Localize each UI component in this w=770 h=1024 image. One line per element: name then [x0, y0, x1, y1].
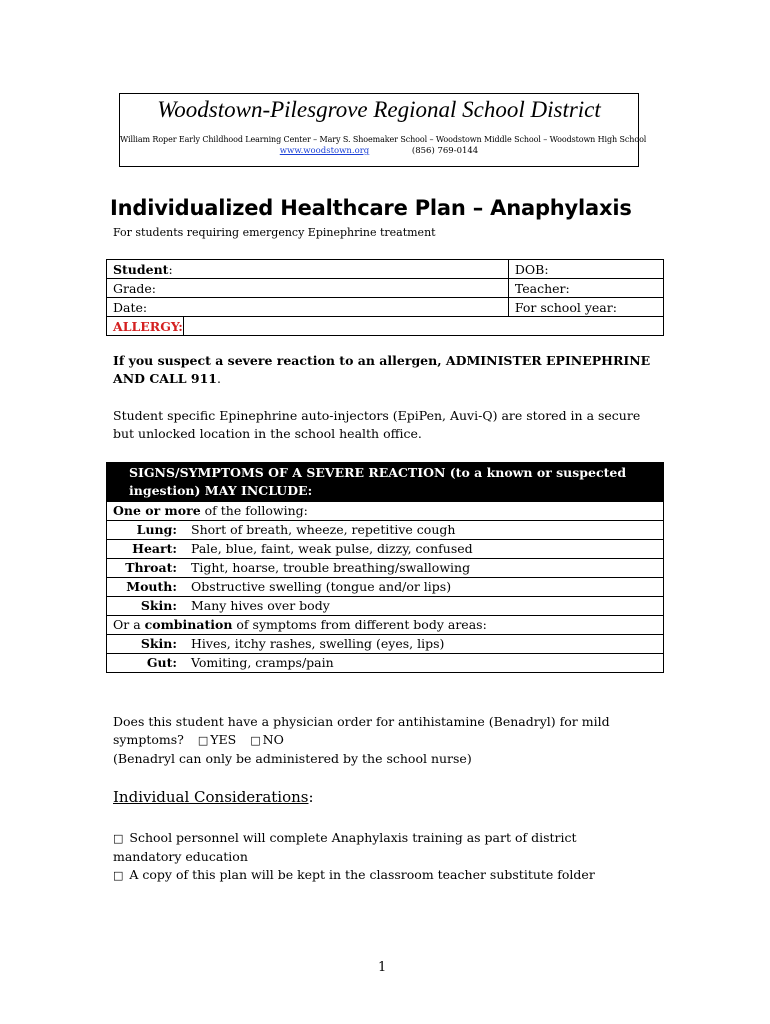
epinephrine-warning: [113, 352, 653, 388]
training-checkbox[interactable]: □: [113, 832, 124, 845]
question-line-2: [113, 731, 653, 750]
website-link[interactable]: www.woodstown.org: [279, 146, 370, 156]
symptom-area: Gut:: [107, 654, 182, 673]
table-row: [107, 578, 664, 597]
no-checkbox[interactable]: □: [250, 734, 261, 747]
student-field[interactable]: [107, 260, 509, 279]
one-or-more-bold: One or more: [113, 503, 201, 518]
antihistamine-question: [113, 713, 653, 768]
contact-line: [120, 145, 638, 157]
allergy-label: ALLERGY:: [107, 317, 184, 336]
one-or-more-row: [107, 502, 664, 521]
grade-label: Grade:: [113, 280, 157, 296]
symptoms-heading: SIGNS/SYMPTOMS OF A SEVERE REACTION (to a known or suspected ingestion) MAY INCLUDE:: [107, 463, 664, 502]
symptom-text: Tight, hoarse, trouble breathing/swallowing: [181, 559, 664, 578]
symptom-text: Many hives over body: [181, 597, 664, 616]
symptom-area: Lung:: [107, 521, 182, 540]
student-info-table: [106, 259, 664, 336]
combo-rest: of symptoms from different body areas:: [232, 617, 487, 632]
list-item: [113, 829, 633, 866]
school-year-label: For school year:: [514, 299, 617, 315]
school-list: William Roper Early Childhood Learning Center – Mary S. Shoemaker School – Woodstown Middle School – Woodstown High School: [120, 135, 647, 144]
combination-row: [107, 616, 664, 635]
combo-pre: Or a: [113, 617, 145, 632]
no-label: NO: [262, 732, 284, 747]
benadryl-note: (Benadryl can only be administered by the school nurse): [113, 751, 472, 766]
yes-checkbox[interactable]: □: [197, 734, 209, 747]
symptom-text: Hives, itchy rashes, swelling (eyes, lips): [181, 635, 664, 654]
warning-text: If you suspect a severe reaction to an allergen, ADMINISTER EPINEPHRINE AND CALL 911: [113, 353, 651, 386]
considerations-heading: [113, 787, 314, 807]
table-row: [107, 559, 664, 578]
symptoms-table: [106, 462, 664, 673]
question-symptoms: symptoms?: [113, 732, 184, 747]
dob-field[interactable]: [508, 260, 663, 279]
teacher-field[interactable]: [508, 279, 663, 298]
student-label: Student: [113, 261, 169, 277]
district-name: Woodstown-Pilesgrove Regional School District: [157, 97, 601, 122]
combo-bold: combination: [144, 617, 233, 632]
symptom-area: Skin:: [107, 635, 182, 654]
symptom-area: Throat:: [107, 559, 182, 578]
page-title: Individualized Healthcare Plan – Anaphylaxis: [110, 196, 632, 220]
considerations-list: [113, 829, 633, 885]
school-year-field[interactable]: [508, 298, 663, 317]
considerations-colon: :: [308, 788, 314, 806]
symptom-text: Short of breath, wheeze, repetitive cough: [181, 521, 664, 540]
teacher-label: Teacher:: [514, 280, 570, 296]
table-row: [107, 654, 664, 673]
student-colon: :: [168, 261, 173, 277]
page-subtitle: For students requiring emergency Epinephrine treatment: [113, 226, 436, 239]
symptom-text: Pale, blue, faint, weak pulse, dizzy, confused: [181, 540, 664, 559]
yes-label: YES: [210, 732, 237, 747]
warning-period: .: [217, 371, 221, 386]
symptom-text: Obstructive swelling (tongue and/or lips): [181, 578, 664, 597]
question-line-1: Does this student have a physician order for antihistamine (Benadryl) for mild: [113, 714, 610, 729]
symptom-area: Heart:: [107, 540, 182, 559]
page-number: 1: [378, 960, 387, 975]
grade-field[interactable]: [107, 279, 509, 298]
date-label: Date:: [113, 299, 148, 315]
list-item: [113, 866, 633, 885]
one-or-more-rest: of the following:: [200, 503, 308, 518]
training-text: School personnel will complete Anaphylaxis training as part of district mandatory education: [113, 830, 577, 864]
symptom-area: Skin:: [107, 597, 182, 616]
phone-number: (856) 769-0144: [411, 146, 479, 156]
dob-label: DOB:: [514, 261, 549, 277]
considerations-heading-text: Individual Considerations: [113, 788, 309, 806]
table-row: [107, 521, 664, 540]
district-header: [119, 93, 647, 167]
storage-note: Student specific Epinephrine auto-injectors (EpiPen, Auvi-Q) are stored in a secure but unlocked location in the school health office.: [113, 408, 641, 441]
substitute-folder-text: A copy of this plan will be kept in the classroom teacher substitute folder: [129, 867, 595, 882]
table-row: [107, 635, 664, 654]
substitute-folder-checkbox[interactable]: □: [113, 869, 124, 882]
allergy-field[interactable]: [184, 317, 664, 336]
symptom-area: Mouth:: [107, 578, 182, 597]
symptom-text: Vomiting, cramps/pain: [181, 654, 664, 673]
table-row: [107, 540, 664, 559]
table-row: [107, 597, 664, 616]
date-field[interactable]: [107, 298, 509, 317]
